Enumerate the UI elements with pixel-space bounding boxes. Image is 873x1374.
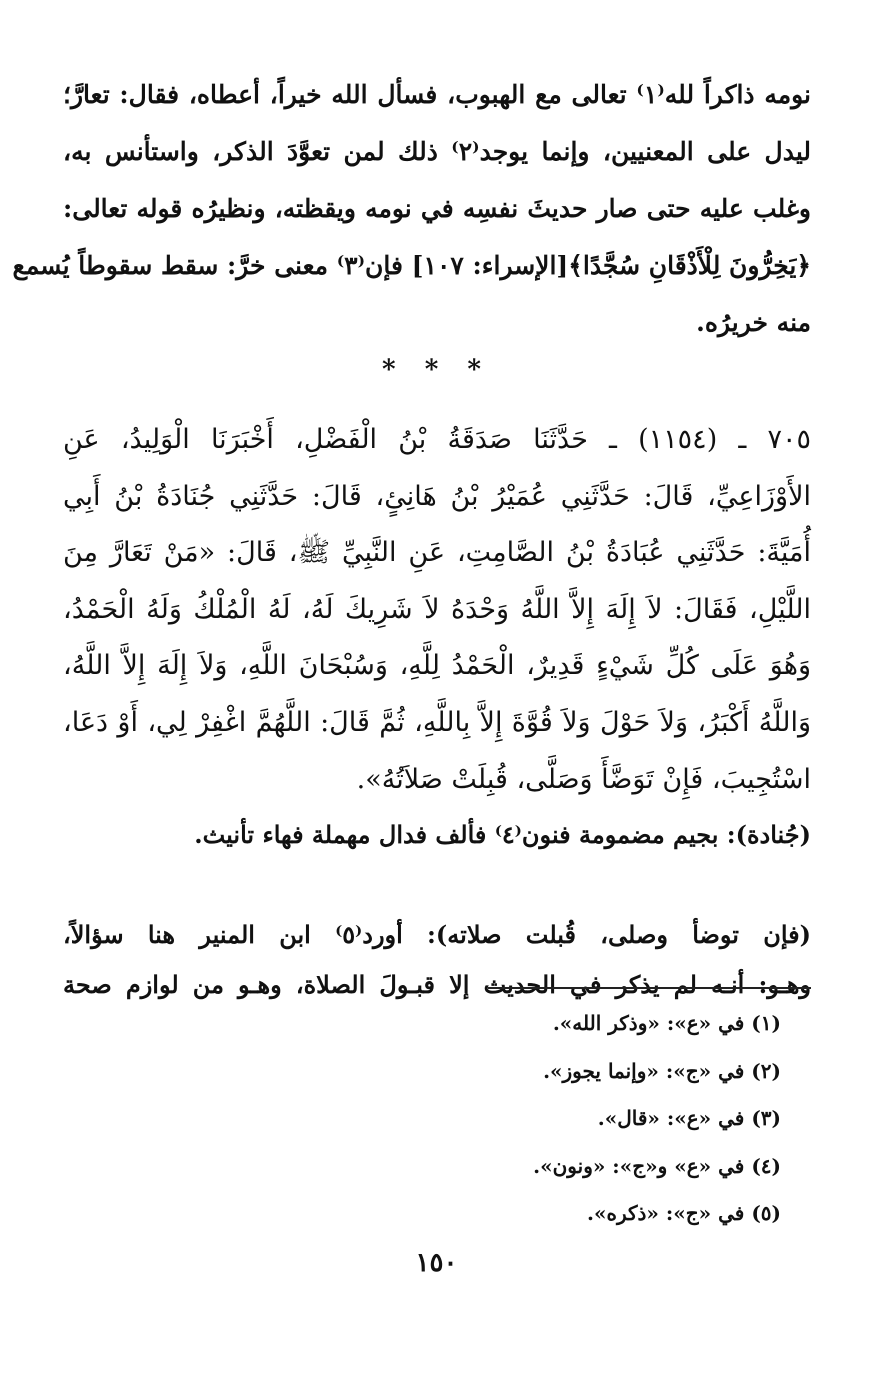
commentary-line: (جُنادة): بجيم مضمومة فنون⁽٤⁾ فألف فدال مهملة فهاء تأنيث. xyxy=(194,820,811,849)
footnote: (١) في «ع»: «وذكر الله». xyxy=(552,1011,781,1035)
footnote: (٤) في «ع» و«ج»: «ونون». xyxy=(533,1153,781,1178)
footnote: (٥) في «ج»: «ذكره». xyxy=(587,1201,781,1225)
intro-paragraph xyxy=(12,66,811,351)
text-line: منه خريرُه. xyxy=(696,308,811,337)
commentary-line: (فإن توضأ وصلى، قُبلت صلاته): أورد⁽٥⁾ ابن المنير هنا سؤالاً، xyxy=(63,920,811,949)
footnote: (٢) في «ج»: «وإنما يجوز». xyxy=(543,1058,781,1083)
footnotes xyxy=(181,1000,781,1238)
text-line: ليدل على المعنيين، وإنما يوجد⁽٢⁾ ذلك لمن تعوَّدَ الذكر، واستأنس به، xyxy=(63,137,811,166)
hadith-line: وَهُوَ عَلَى كُلِّ شَيْءٍ قَدِيرٌ، الْحَمْدُ لِلَّهِ، وَسُبْحَانَ اللَّهِ، وَلاَ إِلَهَ إِلاَّ اللَّهُ، xyxy=(63,650,811,682)
hadith-line: اسْتُجِيبَ، فَإِنْ تَوَضَّأَ وَصَلَّى، قُبِلَتْ صَلاَتُهُ». xyxy=(356,763,811,795)
page-number: ١٥٠ xyxy=(415,1248,458,1278)
hadith-line: وَاللَّهُ أَكْبَرُ، وَلاَ حَوْلَ وَلاَ قُوَّةَ إِلاَّ بِاللَّهِ، ثُمَّ قَالَ: اللَّهُمَّ اغْفِرْ لِي، أَوْ دَعَا، xyxy=(63,706,811,738)
footnote-divider xyxy=(488,987,811,989)
hadith-line: اللَّيْلِ، فَقَالَ: لاَ إِلَهَ إِلاَّ اللَّهُ وَحْدَهُ لاَ شَرِيكَ لَهُ، لَهُ الْمُلْكُ وَلَهُ الْحَمْدُ، xyxy=(63,593,811,625)
commentary-text xyxy=(63,810,811,1010)
commentary-spacer xyxy=(63,860,811,910)
hadith-line: أُمَيَّةَ: حَدَّثَنِي عُبَادَةُ بْنُ الصَّامِتِ، عَنِ النَّبِيِّ ﷺ، قَالَ: «مَنْ تَعَارَّ مِنَ xyxy=(63,537,811,569)
text-line: نومه ذاكراً لله⁽١⁾ تعالى مع الهبوب، فسأل الله خيراً، أعطاه، فقال: تعارَّ؛ xyxy=(63,80,811,109)
commentary-line: وهـو: أنـه لم يذكر في الحديث إلا قبـولَ الصلاة، وهـو من لوازم صحة xyxy=(63,970,811,999)
hadith-line: الأَوْزَاعِيِّ، قَالَ: حَدَّثَنِي عُمَيْرُ بْنُ هَانِئٍ، قَالَ: حَدَّثَنِي جُنَادَةُ بْنُ أَبِي xyxy=(63,480,811,512)
quran-verse-line: ﴿يَخِرُّونَ لِلْأَذْقَانِ سُجَّدًا﴾[الإسراء: ١٠٧] فإن⁽٣⁾ معنى خرَّ: سقط سقوطاً يُسمع xyxy=(12,251,811,280)
hadith-text xyxy=(63,412,811,808)
text-line: وغلب عليه حتى صار حديثَ نفسِه في نومه ويقظته، ونظيرُه قوله تعالى: xyxy=(63,194,811,223)
hadith-line: ٧٠٥ ـ (١١٥٤) ـ حَدَّثَنَا صَدَقَةُ بْنُ الْفَضْلِ، أَخْبَرَنَا الْوَلِيدُ، عَنِ xyxy=(63,424,811,455)
section-separator: * * * xyxy=(382,355,491,385)
footnote: (٣) في «ع»: «قال». xyxy=(597,1106,781,1130)
